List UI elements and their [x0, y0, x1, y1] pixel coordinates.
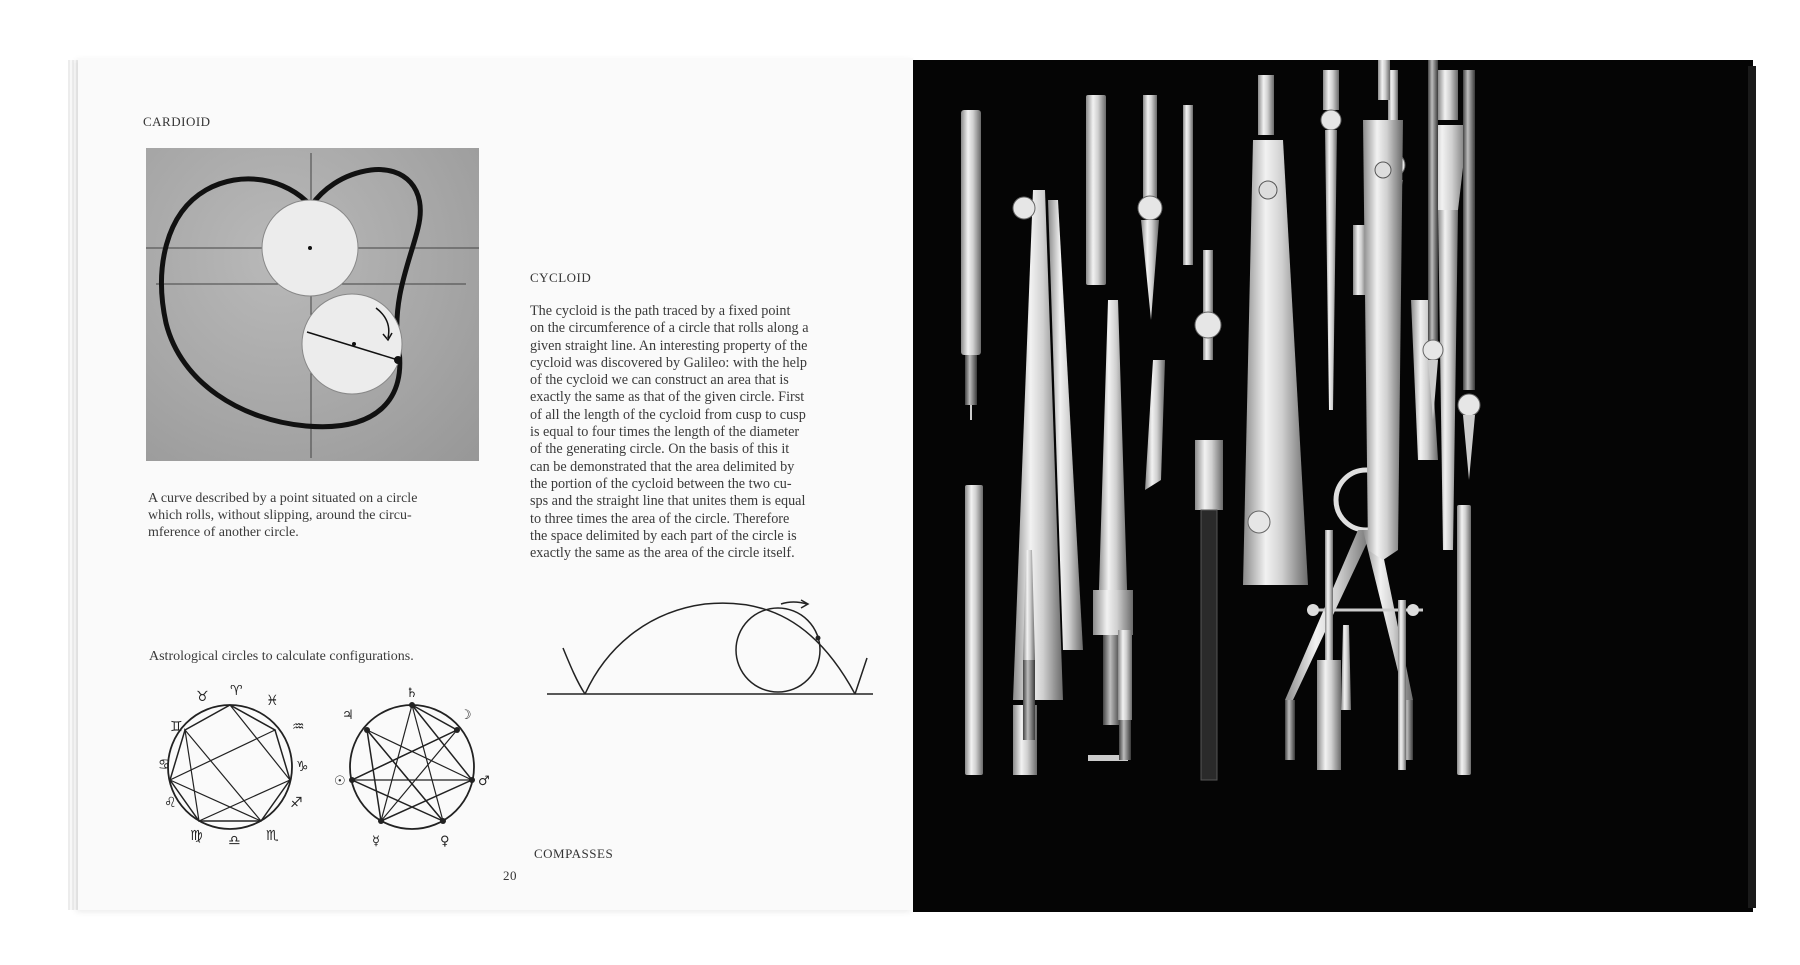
text-line: given straight line. An interesting property of the — [530, 337, 808, 354]
small-compass-top — [1138, 95, 1162, 320]
planet-glyph: ♂ — [478, 774, 490, 789]
zodiac-glyph: ♓ — [266, 693, 279, 709]
cardioid-diagram — [146, 148, 479, 461]
text-line: cycloid was discovered by Galileo: with the help — [530, 354, 807, 371]
ruling-pen-right — [1457, 505, 1471, 775]
text-line: of the cycloid we can construct an area that is — [530, 372, 789, 389]
astrological-circle-left — [150, 685, 310, 850]
pivot-compass — [1195, 250, 1223, 780]
zodiac-glyph: ♊ — [170, 719, 183, 735]
astrological-circle-right — [332, 685, 492, 850]
cycloid-text — [530, 303, 884, 562]
tall-compass-right — [1363, 60, 1403, 560]
tall-compass — [1243, 75, 1308, 585]
planet-glyph: ♀ — [440, 834, 450, 849]
zodiac-glyph: ♈ — [230, 685, 243, 699]
planet-glyph: ♄ — [406, 686, 418, 701]
cardioid-heading: CARDIOID — [143, 114, 211, 129]
zodiac-glyph: ♍ — [190, 828, 203, 844]
cycloid-diagram — [545, 590, 875, 700]
text-line: sps and the straight line that unites them is equal — [530, 493, 806, 510]
text-line: to three times the area of the circle. Therefore — [530, 510, 790, 527]
text-line: of all the length of the cycloid from cusp to cusp — [530, 406, 806, 423]
zodiac-glyph: ♋ — [158, 757, 171, 773]
cardioid-caption — [148, 490, 488, 541]
text-line: of the generating circle. On the basis of this it — [530, 441, 790, 458]
text-line: can be demonstrated that the area delimited by — [530, 458, 795, 475]
compass-point-bottom — [1341, 625, 1351, 710]
compasses-photograph — [913, 60, 1753, 912]
zodiac-glyph: ♌ — [164, 795, 177, 811]
zodiac-glyph: ♏ — [266, 828, 279, 844]
planet-glyph: ☉ — [334, 774, 346, 789]
cardioid-photograph — [146, 148, 479, 461]
divider-2 — [1411, 70, 1468, 550]
cardioid-caption-line: A curve described by a point situated on a circle — [148, 491, 418, 506]
zodiac-glyph: ♐ — [290, 795, 303, 811]
lead-holder-2 — [965, 485, 983, 775]
cycloid-heading: CYCLOID — [530, 270, 592, 285]
astrological-caption: Astrological circles to calculate configurations. — [149, 649, 414, 664]
cardioid-caption-line: which rolls, without slipping, around the circu- — [148, 508, 412, 523]
cardioid-caption-line: mference of another circle. — [148, 525, 299, 540]
zodiac-glyph: ♑ — [296, 759, 309, 775]
small-lead-bottom — [1398, 600, 1406, 770]
text-line: exactly the same as that of the given circle. First — [530, 389, 805, 406]
text-line: the portion of the cycloid between the two cu- — [530, 475, 792, 492]
planet-glyph: ☽ — [460, 708, 472, 723]
text-line: is equal to four times the length of the diameter — [530, 424, 800, 441]
lead-refill — [1183, 105, 1193, 265]
zodiac-glyph: ♉ — [196, 689, 209, 705]
zodiac-glyph: ♒ — [292, 719, 305, 735]
planet-glyph: ♃ — [342, 708, 354, 723]
zodiac-glyph: ♎ — [228, 833, 241, 849]
text-line: the space delimited by each part of the circle is — [530, 527, 797, 544]
bow-pen-bottom — [1118, 630, 1132, 760]
planet-glyph: ☿ — [372, 834, 380, 849]
divider-1 — [1321, 70, 1341, 410]
text-line: on the circumference of a circle that rolls along a — [530, 320, 809, 337]
extension-bar — [1317, 530, 1341, 770]
text-line: exactly the same as the area of the circle itself. — [530, 545, 795, 562]
lead-holder-1 — [961, 110, 981, 420]
pen-cap — [1086, 95, 1106, 285]
page-number: 20 — [503, 868, 517, 883]
text-line: The cycloid is the path traced by a fixed point — [530, 303, 791, 319]
compasses-heading: COMPASSES — [534, 846, 614, 861]
